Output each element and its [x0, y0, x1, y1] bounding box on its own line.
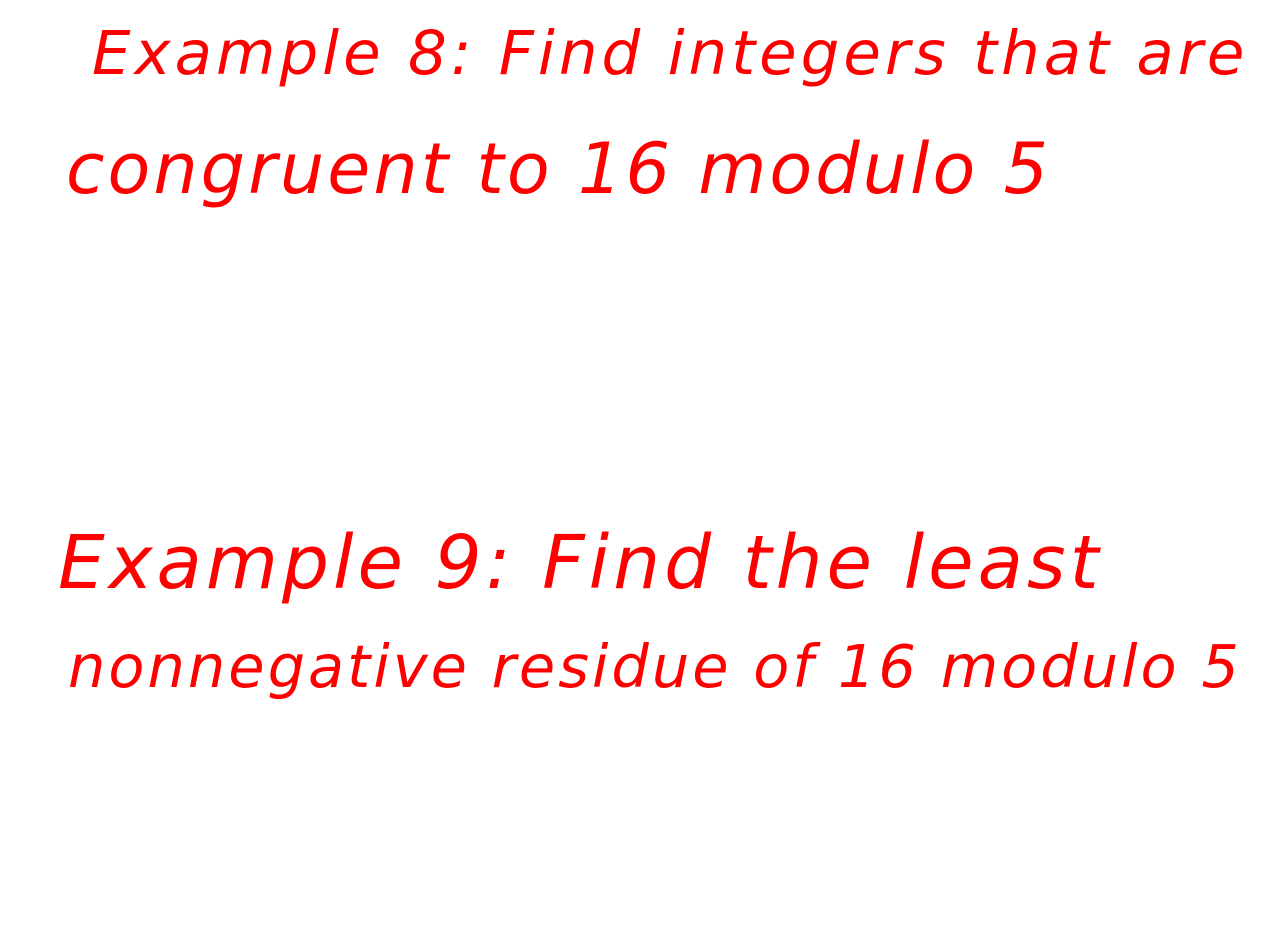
example-9-continuation: nonnegative residue of 16 modulo 5	[68, 632, 1242, 701]
example-8-continuation: congruent to 16 modulo 5	[66, 128, 1052, 210]
example-9-title: Example 9: Find the least	[58, 520, 1103, 606]
example-8-title: Example 8: Find integers that are	[92, 18, 1249, 89]
